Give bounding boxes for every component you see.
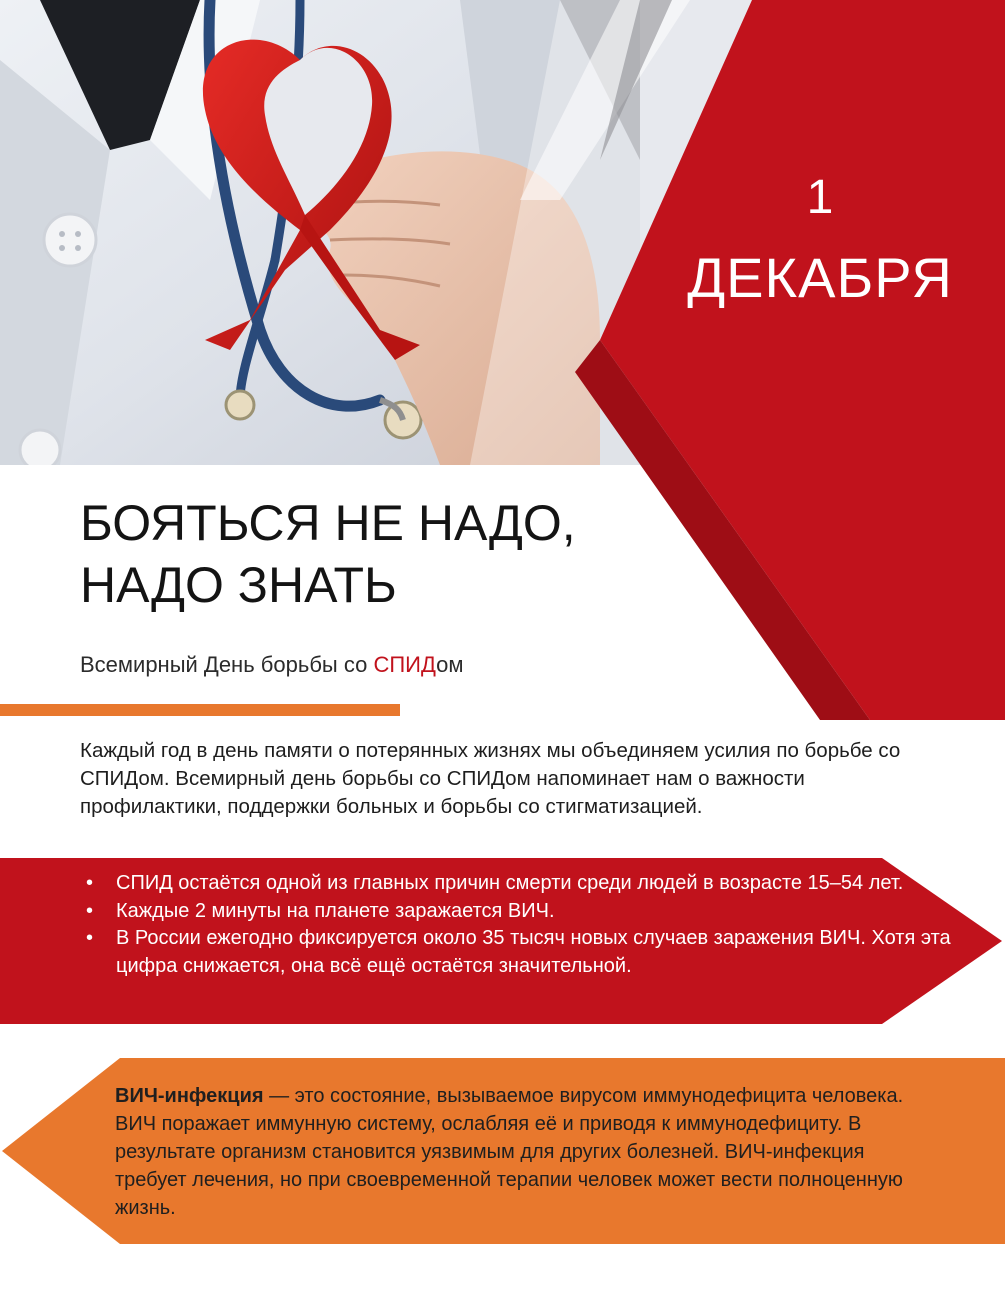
facts-list (80, 870, 960, 980)
headline-line-2: НАДО ЗНАТЬ (80, 557, 397, 613)
subtitle-prefix: Всемирный День борьбы со (80, 652, 374, 677)
list-item (80, 925, 960, 980)
intro-paragraph: Каждый год в день памяти о потерянных жизнях мы объединяем усилия по борьбе со СПИДом. Всемирный день борьбы со СПИДом напоминает нам о важности профилактики, поддержки больных и борьбы со стигматизацией. (80, 739, 901, 818)
divider (0, 704, 400, 716)
date-month: ДЕКАБРЯ (687, 246, 953, 309)
info-term: ВИЧ-инфекция (115, 1085, 264, 1107)
date-day: 1 (806, 171, 834, 224)
info-paragraph (115, 1082, 925, 1222)
headline-line-1: БОЯТЬСЯ НЕ НАДО, (80, 495, 576, 551)
fact-text: В России ежегодно фиксируется около 35 тысяч новых случаев заражения ВИЧ. Хотя эта цифра снижается, она всё ещё остаётся значительной. (116, 927, 951, 977)
subtitle-accent: СПИД (373, 652, 437, 677)
subtitle-suffix: ом (436, 652, 464, 677)
bullet-icon: • (86, 872, 94, 894)
bullet-icon: • (86, 927, 94, 949)
subtitle (80, 650, 640, 680)
bullet-icon: • (86, 899, 94, 922)
fact-text: Каждые 2 минуты на планете заражается ВИЧ. (116, 899, 555, 922)
fact-text: СПИД остаётся одной из главных причин смерти среди людей в возрасте 15–54 лет. (116, 872, 904, 894)
info-body: — это состояние, вызываемое вирусом иммунодефицита человека. ВИЧ поражает иммунную систему, ослабляя её и приводя к иммунодефициту. В результате организм становится уязвимым для других болезней. ВИЧ-инфекция требует лечения, но при своевременной терапии человек может вести полноценную жизнь. (115, 1085, 904, 1219)
list-item (80, 898, 960, 926)
list-item (80, 870, 960, 898)
page-title (80, 492, 640, 616)
